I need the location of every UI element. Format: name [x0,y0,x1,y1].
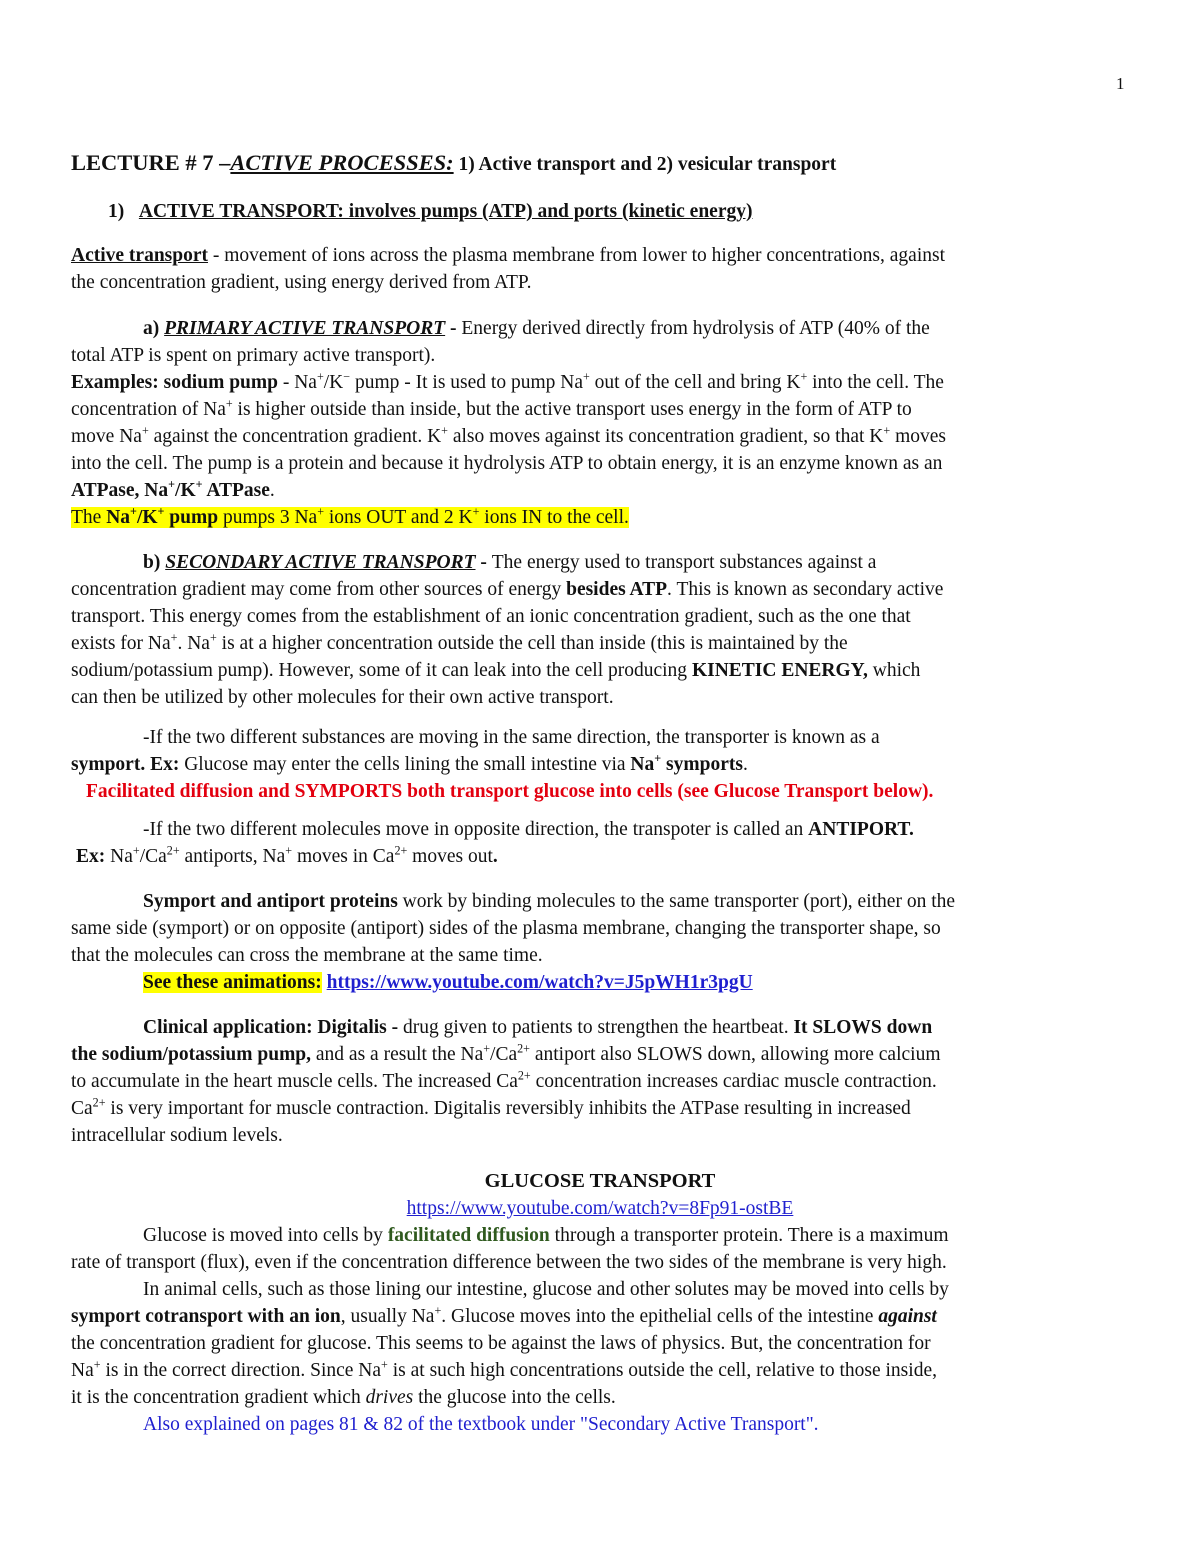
definition-term: Active transport [71,245,209,266]
paragraph-line [143,1015,932,1041]
primary-title: PRIMARY ACTIVE TRANSPORT [164,318,446,339]
text: 2+ [92,1095,106,1110]
paragraph-line [71,1069,937,1095]
text: the glucose into the cells. [413,1387,616,1408]
text: facilitated diffusion [387,1225,550,1246]
text: + [170,630,178,645]
text: moves out [407,846,493,867]
paragraph-line: intracellular sodium levels. [71,1125,283,1146]
text: move Na [71,426,142,447]
text: drug given to patients to strengthen the heartbeat. [398,1017,794,1038]
text: + [93,1357,101,1372]
text: Symport and antiport proteins [143,891,398,912]
paragraph-line [71,397,912,423]
text: - movement of ions across the plasma membrane from lower to higher concentrations, against [208,245,946,266]
secondary-title: SECONDARY ACTIVE TRANSPORT [165,552,476,573]
text: 2+ [166,843,180,858]
text: against the concentration gradient. K [148,426,442,447]
paragraph-line: the concentration gradient for glucose. This seems to be against the laws of physics. But, the concentration for [71,1333,931,1354]
text: Ex: [76,846,106,867]
text: , usually Na [340,1306,435,1327]
text: 2+ [394,843,408,858]
text: out of the cell and bring K [589,372,801,393]
text: antiports, Na [179,846,286,867]
text: - Na [277,372,317,393]
text: exists for Na [71,633,171,654]
section-heading [108,199,752,225]
text: . [492,846,498,867]
paragraph-line: transport. This energy comes from the establishment of an ionic concentration gradient, such as the one that [71,606,911,627]
text: also moves against its concentration gradient, so that K [447,426,884,447]
text: Na [630,754,655,775]
text: /Ca [139,846,167,867]
text: + [130,504,137,519]
text: Na [106,507,131,528]
paragraph-line [71,478,275,504]
text: ANTIPORT. [808,819,914,840]
text: Na [105,846,133,867]
topic-subtitle: 1) Active transport and 2) vesicular transport [453,154,837,175]
text: + [209,630,217,645]
text: + [381,1357,388,1372]
text: is higher outside than inside, but the active transport uses energy in the form of ATP to [232,399,912,420]
text: + [168,477,176,492]
paragraph-line: into the cell. The pump is a protein and because it hydrolysis ATP to obtain energy, it is an enzyme known as an [71,453,943,474]
definition-line [71,243,945,269]
secondary-heading [143,550,876,576]
paragraph-line: same side (symport) or on opposite (antiport) sides of the plasma membrane, changing the transporter shape, so [71,918,941,939]
text: − [343,369,351,384]
text: concentration gradient may come from other sources of energy [71,579,567,600]
paragraph-line [143,889,955,915]
text: a) [143,318,165,339]
text: . Glucose moves into the epithelial cells of the intestine [441,1306,879,1327]
text: /K [136,507,158,528]
text: /Ca [490,1044,518,1065]
text: + [225,396,233,411]
section-number: 1) [108,201,125,222]
text: Na [71,1360,94,1381]
paragraph-line [71,1304,937,1330]
text: ATPase [202,480,270,501]
text: + [195,477,203,492]
paragraph-line [71,1358,937,1384]
text: pumps 3 Na [218,507,318,528]
glucose-link-line [0,1196,1200,1222]
text: is in the correct direction. Since Na [100,1360,382,1381]
text: + [472,504,480,519]
text: moves [890,426,946,447]
text: against [878,1306,937,1327]
text: It SLOWS down [793,1017,933,1038]
text: to accumulate in the heart muscle cells. The increased Ca [71,1071,518,1092]
text: Ca [71,1098,93,1119]
text: drives [365,1387,414,1408]
text: moves in Ca [292,846,395,867]
text: + [883,423,891,438]
text: Glucose is moved into cells by [143,1225,388,1246]
paragraph-line: In animal cells, such as those lining our intestine, glucose and other solutes may be moved into cells by [143,1279,949,1300]
glucose-title: GLUCOSE TRANSPORT [484,1170,716,1192]
text: + [441,423,448,438]
lecture-title [71,150,836,178]
paragraph-line: that the molecules can cross the membrane at the same time. [71,945,543,966]
paragraph-line: rate of transport (flux), even if the concentration difference between the two sides of the membrane is very high. [71,1252,947,1273]
animations-label: See these animations: [143,972,322,993]
paragraph-line [143,1223,949,1249]
text: + [434,1303,442,1318]
text: symports [661,754,743,775]
paragraph-line: -If the two different substances are moving in the same direction, the transporter is known as a [143,727,880,748]
text: work by binding molecules to the same transporter (port), either on the [397,891,956,912]
text: is very important for muscle contraction. Digitalis reversibly inhibits the ATPase resulting in increased [105,1098,911,1119]
text: + [132,843,140,858]
text: + [285,843,293,858]
text: and as a result the Na [311,1044,484,1065]
text: The [71,507,107,528]
textbook-note: Also explained on pages 81 & 82 of the textbook under "Secondary Active Transport". [143,1414,819,1435]
text: it is the concentration gradient which [71,1387,366,1408]
text: symport. Ex: [71,754,180,775]
text: 2+ [517,1068,531,1083]
glucose-video-link[interactable]: https://www.youtube.com/watch?v=8Fp91-ostBE [406,1198,794,1219]
paragraph-line: total ATP is spent on primary active transport). [71,345,436,366]
text: into the cell. The [807,372,944,393]
text: through a transporter protein. There is a maximum [549,1225,949,1246]
animations-line [143,970,753,996]
paragraph-line [71,658,920,684]
paragraph-line [71,424,946,450]
text: . [269,480,275,501]
text: + [582,369,590,384]
primary-heading [143,316,930,342]
text: + [800,369,808,384]
text: pump - It is used to pump Na [350,372,583,393]
text: besides ATP [566,579,668,600]
text: KINETIC ENERGY, [691,660,868,681]
paragraph-line [76,844,498,870]
text: is at such high concentrations outside the cell, relative to those inside, [387,1360,937,1381]
text: pump [164,507,219,528]
text: + [654,751,662,766]
paragraph-line [71,577,943,603]
text: The energy used to transport substances against a [491,552,877,573]
text: is at a higher concentration outside the cell than inside (this is maintained by the [216,633,848,654]
paragraph-line [71,1385,616,1411]
paragraph-line [71,752,748,778]
text: Glucose may enter the cells lining the small intestine via [179,754,631,775]
text: ions OUT and 2 K [324,507,473,528]
text: + [317,504,325,519]
section-title: ACTIVE TRANSPORT: involves pumps (ATP) and ports (kinetic energy) [138,201,753,222]
paragraph-line [71,1042,941,1068]
text: /K [175,480,196,501]
text: ions IN to the cell. [479,507,629,528]
animation-link[interactable]: https://www.youtube.com/watch?v=J5pWH1r3pgU [326,972,753,993]
text: Energy derived directly from hydrolysis of ATP (40% of the [461,318,930,339]
text: + [483,1041,491,1056]
lecture-number: LECTURE # 7 – [71,150,231,175]
text: Clinical application: Digitalis - [143,1017,399,1038]
topic-title: ACTIVE PROCESSES: [230,150,454,175]
paragraph-line: can then be utilized by other molecules for their own active transport. [71,687,614,708]
text: + [141,423,149,438]
text: . This is known as secondary active [667,579,944,600]
paragraph-line [71,631,848,657]
text: /K [323,372,344,393]
examples-label: Examples: sodium pump [71,372,278,393]
text: - [445,318,462,339]
text: concentration increases cardiac muscle contraction. [530,1071,937,1092]
definition-line: the concentration gradient, using energy derived from ATP. [71,272,532,293]
paragraph-line [71,1096,911,1122]
paragraph-line [71,370,944,396]
page-number: 1 [1116,74,1125,93]
text: the sodium/potassium pump, [71,1044,312,1065]
highlight [71,504,629,528]
highlighted-line [71,505,629,531]
text: . Na [177,633,210,654]
text: - [475,552,492,573]
text: which [867,660,921,681]
text: sodium/potassium pump). However, some of it can leak into the cell producing [71,660,692,681]
text: ATPase, Na [71,480,169,501]
text: 2+ [517,1041,530,1056]
text: + [157,504,165,519]
text: -If the two different molecules move in opposite direction, the transpoter is called an [143,819,809,840]
text: symport cotransport with an ion [71,1306,341,1327]
text: . [742,754,748,775]
text: + [316,369,324,384]
red-note: Facilitated diffusion and SYMPORTS both transport glucose into cells (see Glucose Transport below). [86,781,934,802]
text: antiport also SLOWS down, allowing more calcium [529,1044,941,1065]
paragraph-line [143,817,914,843]
text: b) [143,552,166,573]
text: concentration of Na [71,399,226,420]
